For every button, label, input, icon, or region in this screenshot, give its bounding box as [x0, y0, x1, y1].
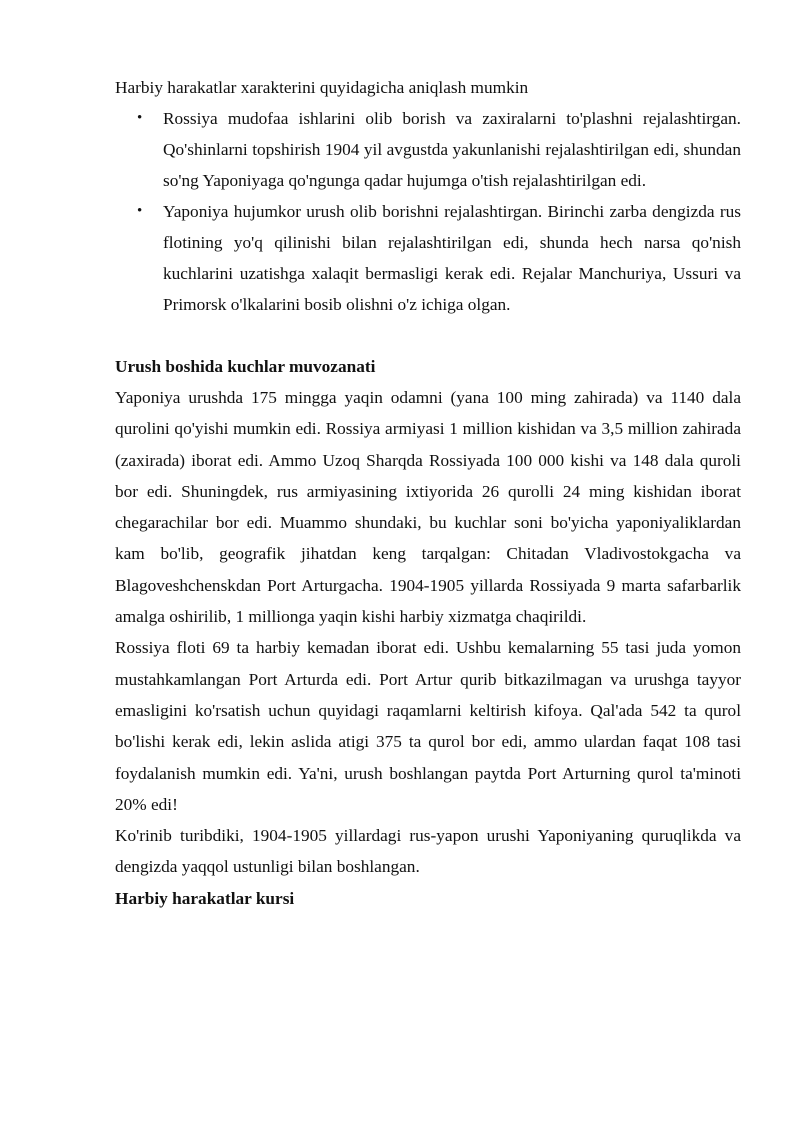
blank-line: [115, 320, 741, 351]
intro-line: Harbiy harakatlar xarakterini quyidagicha aniqlash mumkin: [115, 78, 529, 97]
section-heading: Harbiy harakatlar kursi: [115, 888, 295, 908]
section-heading: Urush boshida kuchlar muvozanati: [115, 357, 376, 376]
bullet-item: [115, 196, 741, 320]
bullet-text: Rossiya mudofaa ishlarini olib borish va zaxiralarni to'plashni rejalashtirgan. Qo'shinlarni topshirish 1904 yil avgustda yakunlanishi rejalashtirilgan edi, shundan so'ng Yaponiyaga qo'ngunga qadar hujumga o'tish rejalashtirilgan edi.: [163, 109, 741, 190]
paragraph: Ko'rinib turibdiki, 1904-1905 yillardagi rus-yapon urushi Yaponiyaning quruqlikda va dengizda yaqqol ustunligi bilan boshlangan.: [115, 826, 741, 877]
bullet-list: [115, 103, 741, 320]
paragraph: Rossiya floti 69 ta harbiy kemadan iborat edi. Ushbu kemalarning 55 tasi juda yomon mustahkamlangan Port Arturda edi. Port Artur qurib bitkazilmagan va urushga tayyor emasligini ko'rsatish uchun quyidagi raqamlarni keltirish kifoya. Qal'ada 542 ta qurol bo'lishi kerak edi, lekin aslida atigi 375 ta qurol bor edi, ammo ulardan faqat 108 tasi foydalanish mumkin edi. Ya'ni, urush boshlangan paytda Port Arturning qurol ta'minoti 20% edi!: [115, 638, 741, 814]
bullet-text: Yaponiya hujumkor urush olib borishni rejalashtirgan. Birinchi zarba dengizda rus flotining yo'q qilinishi bilan rejalashtirilgan edi, shunda hech narsa qo'nish kuchlarini uzatishga xalaqit bermasligi kerak edi. Rejalar Manchuriya, Ussuri va Primorsk o'lkalarini bosib olishni o'z ichiga olgan.: [163, 202, 741, 314]
bullet-item: [115, 103, 741, 196]
bullet-icon: •: [137, 110, 143, 126]
bullet-icon: •: [137, 203, 143, 219]
paragraph: Yaponiya urushda 175 mingga yaqin odamni (yana 100 ming zahirada) va 1140 dala qurolini qo'yishi mumkin edi. Rossiya armiyasi 1 million kishidan va 3,5 million zahirada (zaxirada) iborat edi. Ammo Uzoq Sharqda Rossiyada 100 000 kishi va 148 dala quroli bor edi. Shuningdek, rus armiyasining ixtiyorida 26 qurolli 24 ming kishidan iborat chegarachilar bor edi. Muammo shundaki, bu kuchlar soni bo'yicha yaponiyaliklardan kam bo'lib, geografik jihatdan keng tarqalgan: Chitadan Vladivostokgacha va Blagoveshchenskdan Port Arturgacha. 1904-1905 yillarda Rossiyada 9 marta safarbarlik amalga oshirilib, 1 millionga yaqin kishi harbiy xizmatga chaqirildi.: [115, 388, 741, 627]
document-page: [115, 72, 741, 914]
